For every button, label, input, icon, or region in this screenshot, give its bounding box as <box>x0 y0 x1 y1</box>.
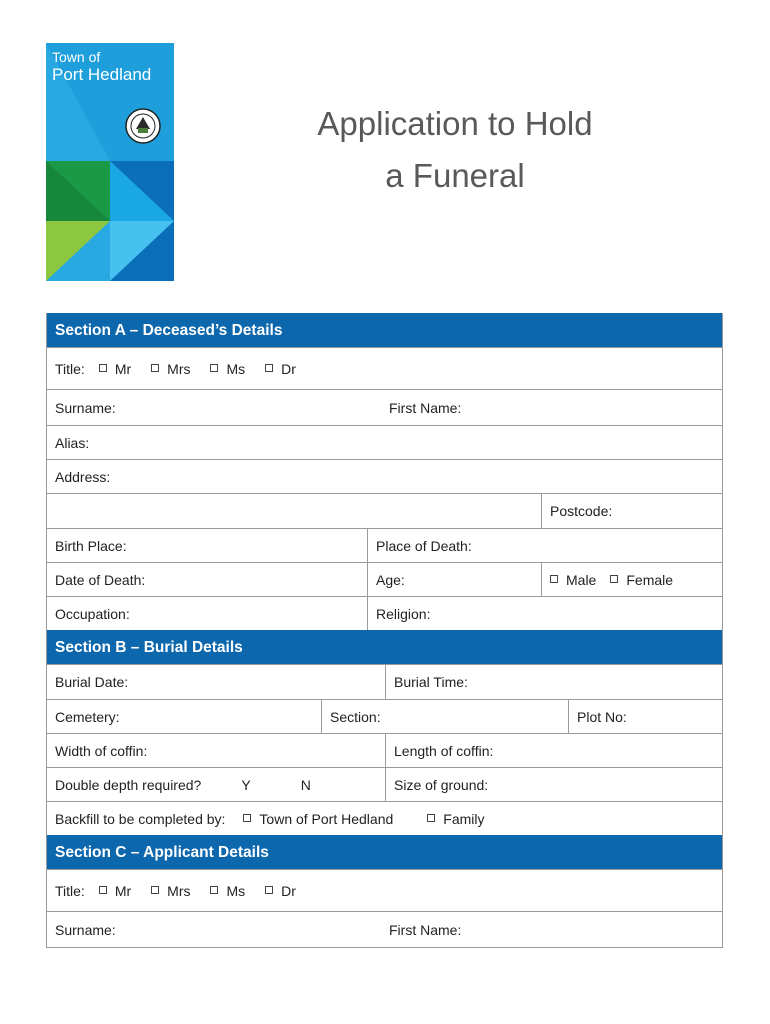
title-line-1: Application to Hold <box>317 105 593 142</box>
b-double-depth-label: Double depth required? <box>55 776 202 793</box>
c-title-ms-label: Ms <box>226 882 246 899</box>
b-length-of-coffin-label: Length of coffin: <box>394 742 494 759</box>
a-title-dr-option[interactable] <box>265 361 296 377</box>
a-address-line2-row <box>47 493 722 528</box>
b-width-of-coffin-label: Width of coffin: <box>55 742 148 759</box>
c-first-name-field[interactable] <box>381 912 722 947</box>
c-surname-field[interactable] <box>47 912 381 947</box>
c-title-label: Title: <box>55 882 85 899</box>
c-name-row <box>47 911 722 947</box>
b-plot-no-field[interactable] <box>568 700 722 733</box>
c-first-name-label: First Name: <box>389 921 462 938</box>
section-b-heading: Section B – Burial Details <box>47 630 722 664</box>
a-place-of-death-label: Place of Death: <box>376 537 472 554</box>
b-backfill-row <box>47 801 722 835</box>
a-title-mrs-option[interactable] <box>151 361 190 377</box>
a-male-option[interactable] <box>550 572 596 588</box>
a-title-dr-checkbox[interactable] <box>265 364 273 372</box>
a-alias-row <box>47 425 722 459</box>
c-title-mr-checkbox[interactable] <box>99 886 107 894</box>
a-first-name-field[interactable] <box>381 390 722 425</box>
a-title-mrs-checkbox[interactable] <box>151 364 159 372</box>
funeral-application-form <box>46 313 723 948</box>
a-address-row <box>47 459 722 493</box>
a-date-of-death-label: Date of Death: <box>55 571 146 588</box>
b-cemetery-label: Cemetery: <box>55 708 120 725</box>
b-backfill-town-checkbox[interactable] <box>243 814 251 822</box>
b-cemetery-field[interactable] <box>47 700 321 733</box>
a-religion-label: Religion: <box>376 605 431 622</box>
a-alias-field[interactable] <box>47 426 722 459</box>
a-occupation-field[interactable] <box>47 597 367 630</box>
a-religion-field[interactable] <box>367 597 722 630</box>
b-burial-date-label: Burial Date: <box>55 674 129 690</box>
a-title-ms-checkbox[interactable] <box>210 364 218 372</box>
a-title-mr-option[interactable] <box>99 361 131 377</box>
a-birth-place-field[interactable] <box>47 529 367 562</box>
b-burial-time-label: Burial Time: <box>394 674 468 690</box>
a-title-mr-label: Mr <box>114 360 132 377</box>
town-seal-icon <box>124 107 162 145</box>
a-place-of-death-field[interactable] <box>367 529 722 562</box>
b-burial-date-field[interactable] <box>47 665 385 699</box>
b-size-of-ground-label: Size of ground: <box>394 776 489 793</box>
a-postcode-field[interactable] <box>541 494 722 528</box>
section-c-heading: Section C – Applicant Details <box>47 835 722 869</box>
a-age-field[interactable] <box>367 563 541 596</box>
a-female-label: Female <box>626 571 674 588</box>
a-title-mrs-label: Mrs <box>167 360 191 377</box>
logo-line-2: Port Hedland <box>52 65 152 84</box>
c-title-dr-label: Dr <box>281 882 296 899</box>
b-backfill-town-option[interactable] <box>243 811 393 827</box>
a-first-name-label: First Name: <box>389 399 462 416</box>
a-title-row <box>47 347 722 389</box>
b-section-label: Section: <box>330 708 381 725</box>
a-title-mr-checkbox[interactable] <box>99 364 107 372</box>
c-title-row <box>47 869 722 911</box>
a-title-ms-option[interactable] <box>210 361 245 377</box>
b-backfill-town-label: Town of Port Hedland <box>259 810 394 827</box>
c-title-mrs-label: Mrs <box>167 882 191 899</box>
b-section-field[interactable] <box>321 700 568 733</box>
b-cemetery-row <box>47 699 722 733</box>
a-postcode-label: Postcode: <box>550 503 613 519</box>
a-alias-label: Alias: <box>55 434 90 451</box>
c-title-ms-option[interactable] <box>210 883 245 899</box>
b-length-of-coffin-field[interactable] <box>385 734 722 767</box>
b-burial-time-field[interactable] <box>385 665 722 699</box>
logo-line-1: Town of <box>52 49 101 65</box>
b-depth-row <box>47 767 722 801</box>
a-name-row <box>47 389 722 425</box>
c-title-mrs-checkbox[interactable] <box>151 886 159 894</box>
a-surname-field[interactable] <box>47 390 381 425</box>
a-address-field[interactable] <box>47 460 722 493</box>
b-coffin-row <box>47 733 722 767</box>
logo-text <box>52 49 151 83</box>
a-surname-label: Surname: <box>55 399 116 416</box>
a-birth-place-label: Birth Place: <box>55 537 127 554</box>
b-backfill-family-label: Family <box>443 810 485 827</box>
section-a-heading: Section A – Deceased’s Details <box>47 313 722 347</box>
a-occupation-row <box>47 596 722 630</box>
a-address-line2-field[interactable] <box>47 494 541 528</box>
a-date-of-death-field[interactable] <box>47 563 367 596</box>
b-burial-row <box>47 664 722 699</box>
a-death-row <box>47 562 722 596</box>
a-occupation-label: Occupation: <box>55 605 130 622</box>
c-title-ms-checkbox[interactable] <box>210 886 218 894</box>
a-female-option[interactable] <box>610 572 673 588</box>
title-line-2: a Funeral <box>385 157 525 194</box>
c-title-mr-label: Mr <box>114 882 132 899</box>
a-female-checkbox[interactable] <box>610 575 618 583</box>
c-surname-label: Surname: <box>55 921 116 938</box>
b-double-depth-yes[interactable]: Y <box>241 776 251 793</box>
a-address-label: Address: <box>55 468 111 485</box>
b-backfill-family-option[interactable] <box>427 811 484 827</box>
c-title-mrs-option[interactable] <box>151 883 190 899</box>
town-logo <box>46 43 174 281</box>
a-birth-row <box>47 528 722 562</box>
c-title-dr-option[interactable] <box>265 883 296 899</box>
a-title-dr-label: Dr <box>281 360 296 377</box>
b-plot-no-label: Plot No: <box>577 708 627 725</box>
b-double-depth-no[interactable]: N <box>300 776 311 793</box>
b-backfill-family-checkbox[interactable] <box>427 814 435 822</box>
a-title-label: Title: <box>55 360 85 377</box>
a-title-ms-label: Ms <box>226 360 246 377</box>
b-backfill-label: Backfill to be completed by: <box>55 810 226 827</box>
b-width-of-coffin-field[interactable] <box>47 734 385 767</box>
c-title-mr-option[interactable] <box>99 883 131 899</box>
page-title <box>240 98 670 202</box>
b-size-of-ground-field[interactable] <box>385 768 722 801</box>
a-age-label: Age: <box>376 571 405 588</box>
a-male-checkbox[interactable] <box>550 575 558 583</box>
c-title-dr-checkbox[interactable] <box>265 886 273 894</box>
a-male-label: Male <box>566 571 597 588</box>
